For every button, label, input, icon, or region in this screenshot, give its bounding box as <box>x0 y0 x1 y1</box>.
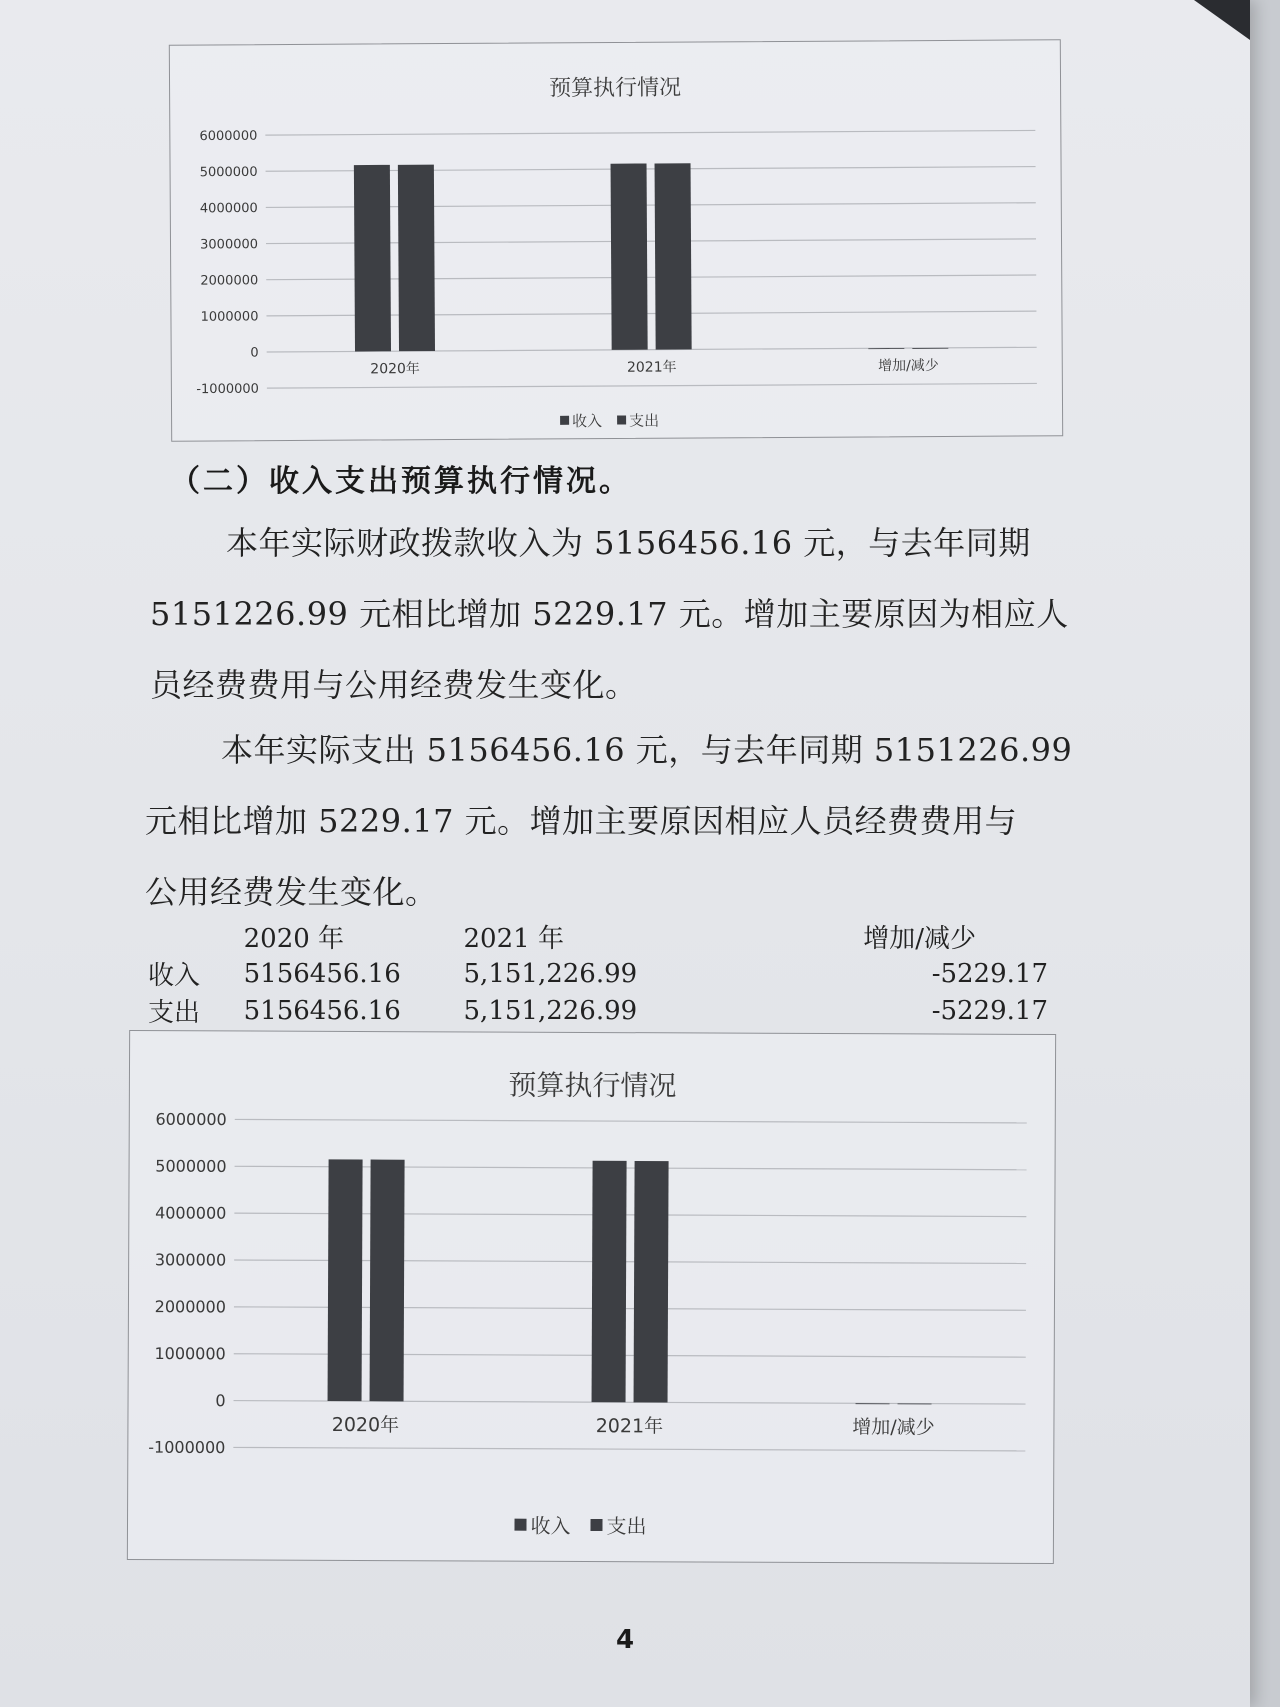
bar-支出-增加/减少 <box>898 1403 932 1404</box>
y-tick-label: 6000000 <box>199 128 258 145</box>
budget-execution-chart-bottom <box>127 1030 1056 1564</box>
x-category-label: 2021年 <box>626 359 677 376</box>
x-category-label: 2021年 <box>595 1415 664 1438</box>
bar-支出-2020年 <box>398 165 435 352</box>
bar-收入-2021年 <box>611 163 648 349</box>
x-category-label: 增加/减少 <box>878 357 939 375</box>
gridline <box>235 1119 1027 1122</box>
legend-swatch <box>514 1519 526 1531</box>
paragraph-line: 元相比增加 5229.17 元。增加主要原因相应人员经费费用与 <box>145 802 1018 840</box>
table-cell: 5,151,226.99 <box>463 995 638 1026</box>
legend-swatch <box>590 1519 602 1531</box>
table-cell: -5229.17 <box>931 995 1048 1026</box>
chart-legend <box>560 412 659 431</box>
y-tick-label: 5000000 <box>155 1156 227 1176</box>
paragraph-line: 员经费费用与公用经费发生变化。 <box>150 666 638 704</box>
table-header-row <box>148 918 1048 955</box>
table-cell: 5156456.16 <box>243 958 401 989</box>
table-row <box>148 955 1048 992</box>
y-tick-label: 6000000 <box>155 1109 227 1130</box>
bar-收入-2021年 <box>592 1161 627 1403</box>
bar-收入-2020年 <box>328 1159 363 1401</box>
table-header-cell: 增加/减少 <box>863 924 976 954</box>
legend-swatch <box>560 416 569 425</box>
background-corner <box>1170 0 1250 40</box>
table-cell: 5,151,226.99 <box>463 958 638 989</box>
page-number: 4 <box>615 1625 635 1655</box>
legend-swatch <box>617 415 626 424</box>
table-row <box>148 992 1048 1029</box>
table-cell: -5229.17 <box>931 958 1048 989</box>
bar-支出-2020年 <box>370 1160 405 1402</box>
y-tick-label: 2000000 <box>200 273 259 289</box>
y-tick-label: -1000000 <box>196 381 259 398</box>
y-tick-label: -1000000 <box>148 1437 226 1458</box>
chart-title: 预算执行情况 <box>548 75 682 102</box>
y-tick-label: 0 <box>250 345 259 361</box>
chart-title: 预算执行情况 <box>508 1068 677 1103</box>
legend-label: 支出 <box>629 411 660 430</box>
gridline <box>233 1447 1025 1450</box>
y-tick-label: 1000000 <box>200 309 259 325</box>
table-header-cell: 2020 年 <box>243 924 345 954</box>
bar-支出-2021年 <box>634 1161 669 1403</box>
bar-支出-2021年 <box>655 163 692 349</box>
y-tick-label: 0 <box>215 1391 226 1411</box>
legend-label: 支出 <box>606 1514 647 1539</box>
chart-svg-top <box>170 40 1062 440</box>
x-category-label: 2020年 <box>370 361 420 378</box>
paragraph-line: 5151226.99 元相比增加 5229.17 元。增加主要原因为相应人 <box>150 595 1069 633</box>
bar-收入-2020年 <box>354 165 391 352</box>
paragraph-line: 公用经费发生变化。 <box>145 873 438 911</box>
x-category-label: 增加/减少 <box>852 1416 935 1439</box>
table-header-cell: 2021 年 <box>463 924 564 954</box>
expense-paragraph <box>145 715 1095 928</box>
paragraph-line: 本年实际支出 5156456.16 元，与去年同期 5151226.99 <box>221 731 1073 769</box>
chart-svg-bottom <box>128 1031 1055 1563</box>
table-cell: 5156456.16 <box>243 995 401 1026</box>
legend-label: 收入 <box>572 412 603 431</box>
y-tick-label: 3000000 <box>154 1250 227 1270</box>
y-tick-label: 2000000 <box>154 1297 226 1317</box>
bar-收入-增加/减少 <box>856 1403 890 1404</box>
table-header-cell <box>148 918 244 955</box>
paragraph-line: 本年实际财政拨款收入为 5156456.16 元，与去年同期 <box>226 524 1031 562</box>
legend-label: 收入 <box>530 1513 571 1538</box>
y-tick-label: 4000000 <box>199 201 258 217</box>
y-tick-label: 4000000 <box>155 1203 227 1223</box>
table-cell: 收入 <box>148 961 201 991</box>
gridline <box>267 383 1037 388</box>
chart-legend <box>514 1514 646 1539</box>
gridline <box>265 130 1035 135</box>
section-heading: （二）收入支出预算执行情况。 <box>170 464 632 499</box>
y-tick-label: 5000000 <box>199 164 258 181</box>
y-tick-label: 1000000 <box>154 1343 226 1364</box>
budget-execution-chart-top <box>169 39 1063 441</box>
summary-table <box>148 918 1048 1029</box>
y-tick-label: 3000000 <box>200 237 259 253</box>
x-category-label: 2020年 <box>331 1414 400 1437</box>
income-paragraph <box>150 508 1090 721</box>
table-cell: 支出 <box>148 998 201 1028</box>
